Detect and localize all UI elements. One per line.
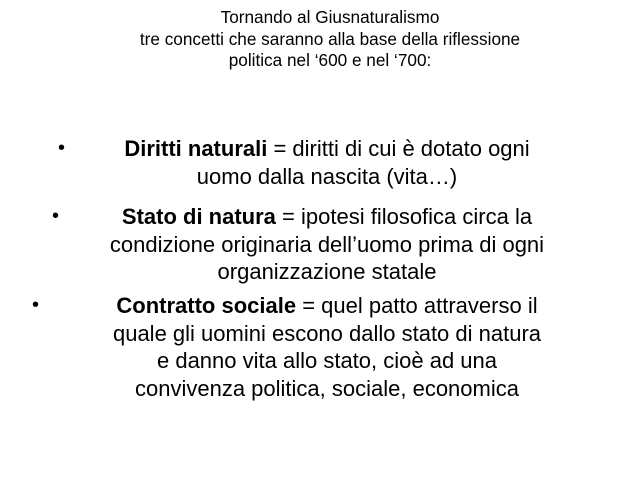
title-line-1: Tornando al Giusnaturalismo [220,7,440,27]
bullet-text: = ipotesi filosofica circa la [275,204,533,229]
bullet-text: = diritti di cui è dotato ogni [267,136,530,161]
bullet-line: e danno vita allo stato, cioè ad una [156,348,498,373]
bullet-term: Contratto sociale [116,293,297,318]
bullet-dot-icon: • [52,205,60,227]
bullet-line: uomo dalla nascita (vita…) [196,163,458,189]
bullet-dot-icon: • [32,294,40,316]
bullet-stato-di-natura [36,203,618,286]
title-line-2: tre concetti che saranno alla base della riflessione [139,28,521,49]
bullet-line: quale gli uomini escono dallo stato di natura [112,320,542,346]
bullet-contratto-sociale [32,292,618,402]
bullet-term: Stato di natura [121,204,276,229]
bullet-line: condizione originaria dell’uomo prima di ogni [109,231,545,257]
bullet-text: = quel patto attraverso il [296,293,538,318]
bullet-term: Diritti naturali [124,136,268,161]
bullet-line [36,135,618,163]
bullet-line [36,203,618,231]
bullet-line: convivenza politica, sociale, economica [135,375,519,401]
bullet-line: organizzazione statale [217,259,437,284]
slide-title [40,7,620,72]
bullet-dot-icon: • [58,137,66,159]
bullet-line [36,292,618,320]
bullet-diritti-naturali [36,135,618,190]
title-line-3: politica nel ‘600 e nel ‘700: [228,50,432,70]
